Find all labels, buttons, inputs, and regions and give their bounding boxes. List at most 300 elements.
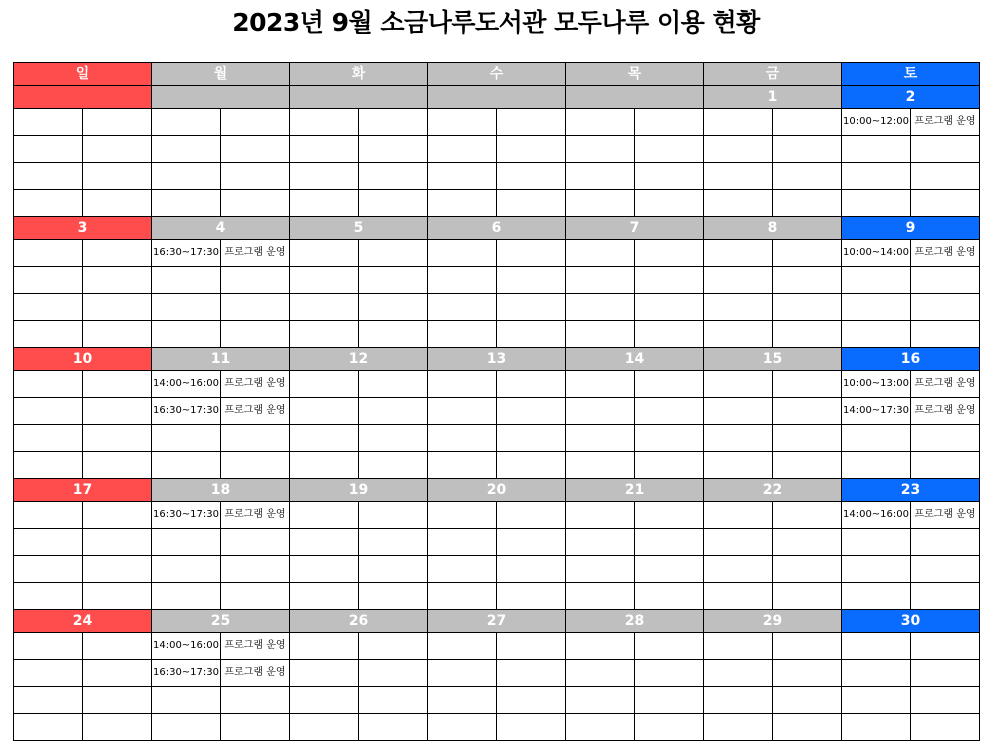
event-time-cell (842, 294, 911, 321)
event-time-cell (14, 371, 83, 398)
event-label-cell (635, 109, 704, 136)
date-number: 27 (428, 610, 566, 633)
event-time-cell (842, 190, 911, 217)
event-label-cell: 프로그램 운영 (221, 371, 290, 398)
event-time-cell (290, 109, 359, 136)
event-time-cell (566, 583, 635, 610)
event-time-cell (428, 452, 497, 479)
date-number: 2 (842, 86, 980, 109)
event-time-cell (428, 109, 497, 136)
event-time-cell (14, 452, 83, 479)
event-time-cell (428, 190, 497, 217)
week-date-row (14, 610, 980, 633)
event-time-cell (566, 714, 635, 741)
event-time-cell (566, 633, 635, 660)
event-time-cell (566, 502, 635, 529)
event-time-cell (14, 687, 83, 714)
event-label-cell (773, 136, 842, 163)
event-label-cell (83, 452, 152, 479)
event-label-cell (497, 294, 566, 321)
date-number: 23 (842, 479, 980, 502)
event-time-cell (428, 633, 497, 660)
event-time-cell (842, 452, 911, 479)
event-time-cell (566, 425, 635, 452)
event-time-cell (290, 163, 359, 190)
event-time-cell (566, 687, 635, 714)
weekday-header: 화 (290, 63, 428, 86)
event-time-cell (842, 660, 911, 687)
event-label-cell (83, 529, 152, 556)
event-row (14, 267, 980, 294)
event-label-cell (911, 452, 980, 479)
event-time-cell (14, 321, 83, 348)
event-time-cell (704, 267, 773, 294)
event-label-cell (359, 529, 428, 556)
event-label-cell (911, 714, 980, 741)
event-time-cell (290, 502, 359, 529)
event-label-cell (359, 136, 428, 163)
event-label-cell (773, 109, 842, 136)
event-time-cell (152, 714, 221, 741)
event-time-cell: 10:00~14:00 (842, 240, 911, 267)
event-label-cell: 프로그램 운영 (911, 398, 980, 425)
event-label-cell (911, 660, 980, 687)
event-time-cell (290, 660, 359, 687)
event-label-cell (497, 190, 566, 217)
event-time-cell (428, 529, 497, 556)
event-label-cell (635, 583, 704, 610)
week-date-row (14, 86, 980, 109)
event-time-cell (290, 190, 359, 217)
event-time-cell (704, 163, 773, 190)
event-time-cell (290, 583, 359, 610)
event-time-cell (290, 687, 359, 714)
event-label-cell (83, 136, 152, 163)
event-time-cell: 10:00~12:00 (842, 109, 911, 136)
event-time-cell (842, 267, 911, 294)
date-number: 8 (704, 217, 842, 240)
event-time-cell (566, 529, 635, 556)
event-label-cell (83, 687, 152, 714)
event-label-cell (221, 267, 290, 294)
event-label-cell (497, 714, 566, 741)
event-time-cell (566, 398, 635, 425)
event-time-cell (152, 687, 221, 714)
event-row (14, 136, 980, 163)
event-time-cell (14, 529, 83, 556)
date-number: 9 (842, 217, 980, 240)
event-label-cell (359, 714, 428, 741)
date-number: 3 (14, 217, 152, 240)
date-number (290, 86, 428, 109)
event-time-cell (566, 109, 635, 136)
event-label-cell (497, 687, 566, 714)
event-label-cell (497, 371, 566, 398)
event-row (14, 583, 980, 610)
event-row (14, 529, 980, 556)
event-time-cell (842, 321, 911, 348)
event-time-cell (290, 714, 359, 741)
weekday-header: 목 (566, 63, 704, 86)
event-label-cell (359, 583, 428, 610)
event-label-cell (773, 398, 842, 425)
event-label-cell (359, 633, 428, 660)
date-number: 12 (290, 348, 428, 371)
event-label-cell (221, 109, 290, 136)
event-label-cell (773, 583, 842, 610)
event-label-cell (773, 371, 842, 398)
date-number: 6 (428, 217, 566, 240)
event-time-cell (842, 687, 911, 714)
event-time-cell: 16:30~17:30 (152, 660, 221, 687)
event-time-cell (704, 452, 773, 479)
event-label-cell (635, 267, 704, 294)
event-label-cell (83, 633, 152, 660)
event-label-cell (497, 163, 566, 190)
event-time-cell (566, 190, 635, 217)
event-label-cell (773, 714, 842, 741)
event-time-cell (14, 502, 83, 529)
date-number (14, 86, 152, 109)
event-label-cell (359, 502, 428, 529)
event-time-cell (566, 163, 635, 190)
event-label-cell (221, 687, 290, 714)
event-label-cell (911, 190, 980, 217)
event-time-cell (14, 190, 83, 217)
event-time-cell (152, 190, 221, 217)
event-time-cell (704, 687, 773, 714)
event-label-cell (497, 398, 566, 425)
event-label-cell (359, 240, 428, 267)
event-label-cell (773, 502, 842, 529)
event-time-cell (842, 136, 911, 163)
event-time-cell (704, 502, 773, 529)
event-label-cell (359, 556, 428, 583)
event-label-cell (911, 529, 980, 556)
event-time-cell (704, 556, 773, 583)
event-time-cell (428, 371, 497, 398)
event-label-cell (83, 583, 152, 610)
event-label-cell: 프로그램 운영 (911, 502, 980, 529)
event-label-cell (635, 425, 704, 452)
event-time-cell (704, 240, 773, 267)
event-label-cell (83, 294, 152, 321)
event-time-cell (290, 371, 359, 398)
event-label-cell (773, 452, 842, 479)
event-row (14, 294, 980, 321)
event-time-cell (704, 321, 773, 348)
event-label-cell (83, 398, 152, 425)
date-number: 26 (290, 610, 428, 633)
event-label-cell (497, 660, 566, 687)
event-time-cell (290, 452, 359, 479)
event-time-cell (428, 502, 497, 529)
event-time-cell: 14:00~16:00 (842, 502, 911, 529)
date-number: 28 (566, 610, 704, 633)
event-time-cell (428, 321, 497, 348)
date-number: 7 (566, 217, 704, 240)
event-label-cell (773, 294, 842, 321)
date-number: 10 (14, 348, 152, 371)
event-label-cell (911, 321, 980, 348)
event-time-cell (14, 660, 83, 687)
date-number: 19 (290, 479, 428, 502)
event-label-cell: 프로그램 운영 (221, 660, 290, 687)
event-time-cell (842, 425, 911, 452)
event-label-cell (221, 163, 290, 190)
date-number: 22 (704, 479, 842, 502)
event-label-cell (497, 321, 566, 348)
event-label-cell (635, 321, 704, 348)
event-label-cell (497, 452, 566, 479)
date-number: 4 (152, 217, 290, 240)
event-time-cell: 16:30~17:30 (152, 502, 221, 529)
event-label-cell (83, 556, 152, 583)
event-label-cell (773, 163, 842, 190)
event-label-cell (83, 190, 152, 217)
event-time-cell (152, 163, 221, 190)
event-time-cell: 14:00~17:30 (842, 398, 911, 425)
event-time-cell (704, 136, 773, 163)
event-label-cell (911, 294, 980, 321)
page-title: 2023년 9월 소금나루도서관 모두나루 이용 현황 (232, 8, 760, 37)
date-number: 16 (842, 348, 980, 371)
event-time-cell (428, 583, 497, 610)
event-label-cell (497, 240, 566, 267)
date-number: 1 (704, 86, 842, 109)
event-label-cell (221, 136, 290, 163)
event-time-cell (14, 240, 83, 267)
event-label-cell (497, 267, 566, 294)
event-time-cell (14, 398, 83, 425)
event-time-cell: 10:00~13:00 (842, 371, 911, 398)
event-time-cell (566, 371, 635, 398)
event-time-cell (290, 425, 359, 452)
event-label-cell (221, 425, 290, 452)
date-number: 30 (842, 610, 980, 633)
event-row (14, 502, 980, 529)
week-date-row (14, 479, 980, 502)
event-label-cell (635, 371, 704, 398)
date-number: 20 (428, 479, 566, 502)
event-label-cell (911, 163, 980, 190)
event-label-cell (911, 583, 980, 610)
event-label-cell (911, 556, 980, 583)
event-time-cell (428, 294, 497, 321)
event-time-cell (842, 633, 911, 660)
event-label-cell (221, 321, 290, 348)
weekday-header: 금 (704, 63, 842, 86)
event-time-cell (842, 583, 911, 610)
event-time-cell (290, 398, 359, 425)
weekday-header-row (14, 63, 980, 86)
date-number: 24 (14, 610, 152, 633)
event-time-cell (290, 240, 359, 267)
event-label-cell (83, 163, 152, 190)
event-label-cell (359, 163, 428, 190)
event-label-cell (359, 321, 428, 348)
event-time-cell: 14:00~16:00 (152, 633, 221, 660)
event-time-cell (704, 190, 773, 217)
event-label-cell (221, 714, 290, 741)
date-number (152, 86, 290, 109)
event-label-cell (83, 321, 152, 348)
event-label-cell (497, 136, 566, 163)
event-time-cell (152, 267, 221, 294)
event-time-cell (14, 633, 83, 660)
event-time-cell (566, 452, 635, 479)
event-time-cell (152, 556, 221, 583)
event-label-cell (635, 502, 704, 529)
event-label-cell (635, 240, 704, 267)
event-time-cell (290, 529, 359, 556)
event-row (14, 398, 980, 425)
event-label-cell (773, 190, 842, 217)
event-time-cell (428, 556, 497, 583)
event-label-cell (773, 321, 842, 348)
date-number: 21 (566, 479, 704, 502)
event-time-cell (290, 294, 359, 321)
event-time-cell (566, 660, 635, 687)
event-row (14, 452, 980, 479)
event-time-cell (704, 371, 773, 398)
event-label-cell (635, 190, 704, 217)
event-time-cell (566, 556, 635, 583)
event-label-cell (773, 687, 842, 714)
event-label-cell (911, 633, 980, 660)
event-time-cell (14, 583, 83, 610)
event-row (14, 687, 980, 714)
event-label-cell (635, 136, 704, 163)
event-time-cell (704, 583, 773, 610)
event-label-cell (359, 371, 428, 398)
event-time-cell (152, 452, 221, 479)
event-label-cell (773, 556, 842, 583)
event-label-cell (359, 452, 428, 479)
event-label-cell (359, 660, 428, 687)
event-time-cell (290, 633, 359, 660)
event-label-cell: 프로그램 운영 (911, 240, 980, 267)
event-time-cell (290, 267, 359, 294)
event-label-cell (359, 109, 428, 136)
event-label-cell (497, 633, 566, 660)
event-row (14, 633, 980, 660)
week-date-row (14, 217, 980, 240)
event-row (14, 714, 980, 741)
event-time-cell (152, 321, 221, 348)
event-label-cell (635, 556, 704, 583)
event-time-cell (704, 425, 773, 452)
event-label-cell: 프로그램 운영 (221, 398, 290, 425)
event-label-cell (773, 240, 842, 267)
event-label-cell (497, 529, 566, 556)
event-label-cell (911, 425, 980, 452)
date-number: 13 (428, 348, 566, 371)
event-label-cell (497, 556, 566, 583)
event-time-cell (566, 321, 635, 348)
event-label-cell (911, 136, 980, 163)
event-time-cell (704, 529, 773, 556)
event-label-cell (359, 398, 428, 425)
event-label-cell (83, 714, 152, 741)
event-time-cell (704, 660, 773, 687)
event-label-cell (359, 267, 428, 294)
event-label-cell (635, 529, 704, 556)
event-time-cell (14, 109, 83, 136)
date-number: 5 (290, 217, 428, 240)
event-label-cell (221, 529, 290, 556)
event-label-cell (83, 425, 152, 452)
event-time-cell (428, 660, 497, 687)
event-label-cell (221, 294, 290, 321)
event-label-cell (83, 660, 152, 687)
event-label-cell (83, 109, 152, 136)
event-row (14, 556, 980, 583)
event-label-cell (911, 687, 980, 714)
event-time-cell (842, 163, 911, 190)
event-label-cell (635, 660, 704, 687)
event-time-cell (152, 136, 221, 163)
event-label-cell (83, 371, 152, 398)
date-number: 11 (152, 348, 290, 371)
event-label-cell (911, 267, 980, 294)
event-label-cell (221, 556, 290, 583)
event-row (14, 425, 980, 452)
event-label-cell (359, 425, 428, 452)
event-time-cell (428, 136, 497, 163)
event-time-cell (428, 163, 497, 190)
event-label-cell (83, 267, 152, 294)
event-label-cell: 프로그램 운영 (221, 633, 290, 660)
event-time-cell (842, 714, 911, 741)
event-label-cell (221, 452, 290, 479)
event-time-cell (842, 529, 911, 556)
event-time-cell (14, 714, 83, 741)
event-label-cell (635, 714, 704, 741)
event-label-cell (635, 294, 704, 321)
event-time-cell (14, 136, 83, 163)
event-time-cell (428, 687, 497, 714)
calendar (13, 62, 979, 741)
event-row (14, 660, 980, 687)
event-time-cell (14, 163, 83, 190)
date-number: 17 (14, 479, 152, 502)
calendar-table (13, 62, 980, 741)
event-row (14, 109, 980, 136)
event-time-cell (566, 294, 635, 321)
event-time-cell (152, 529, 221, 556)
date-number: 14 (566, 348, 704, 371)
event-label-cell (497, 109, 566, 136)
event-label-cell (773, 529, 842, 556)
event-time-cell (704, 633, 773, 660)
event-label-cell (635, 398, 704, 425)
date-number (428, 86, 566, 109)
event-time-cell (290, 556, 359, 583)
event-label-cell (635, 633, 704, 660)
event-time-cell: 16:30~17:30 (152, 240, 221, 267)
event-label-cell (773, 425, 842, 452)
event-label-cell (497, 425, 566, 452)
event-label-cell (497, 502, 566, 529)
event-label-cell: 프로그램 운영 (221, 502, 290, 529)
event-label-cell (221, 583, 290, 610)
event-row (14, 163, 980, 190)
event-label-cell (359, 294, 428, 321)
event-time-cell (428, 714, 497, 741)
event-time-cell (428, 425, 497, 452)
event-label-cell (497, 583, 566, 610)
